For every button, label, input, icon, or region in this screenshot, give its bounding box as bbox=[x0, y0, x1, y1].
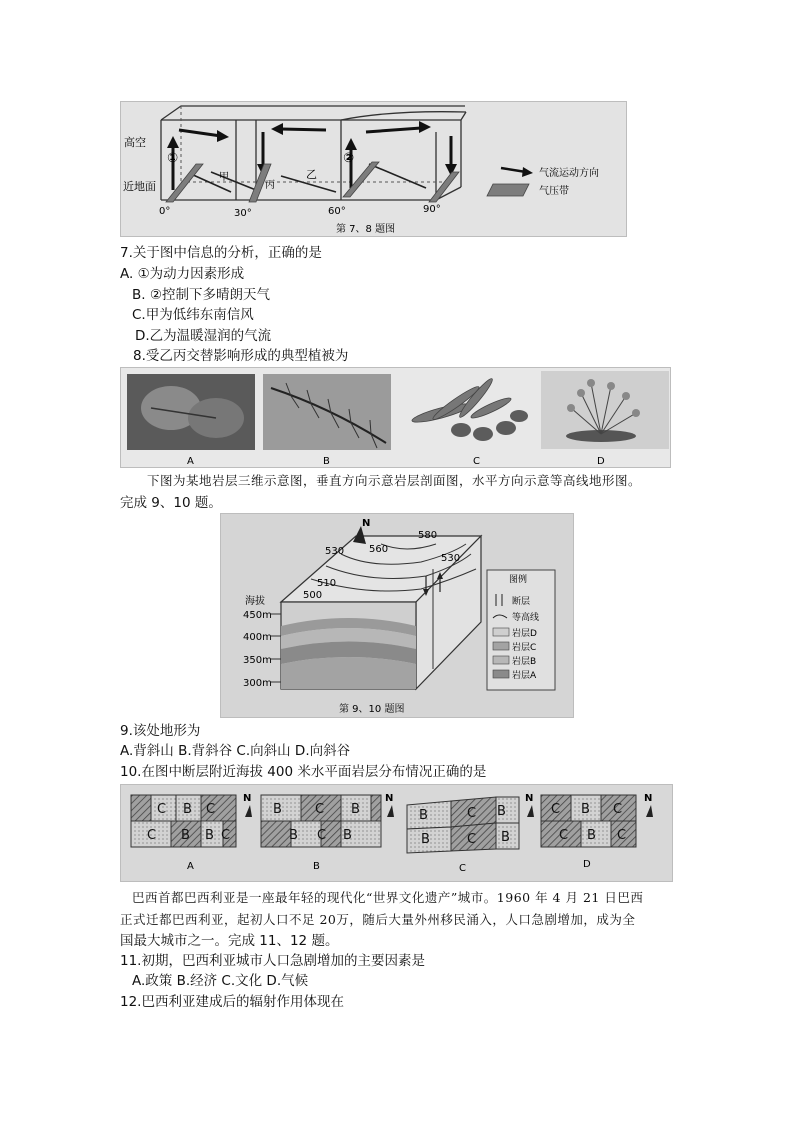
alt-350: 350m bbox=[243, 655, 272, 666]
alt-400: 400m bbox=[243, 632, 272, 643]
q10-label-c: C bbox=[459, 863, 466, 874]
svg-text:B: B bbox=[289, 828, 298, 843]
label-high-altitude: 高空 bbox=[124, 136, 146, 149]
north-label: N bbox=[362, 518, 371, 529]
svg-text:B: B bbox=[587, 828, 596, 843]
svg-text:B: B bbox=[181, 828, 190, 843]
lat-30: 30° bbox=[234, 208, 252, 219]
svg-text:B: B bbox=[501, 830, 510, 845]
q8-label-d: D bbox=[597, 456, 605, 467]
svg-text:B: B bbox=[421, 832, 430, 847]
svg-text:B: B bbox=[205, 828, 214, 843]
svg-text:B: B bbox=[419, 808, 428, 823]
rock-strata-svg bbox=[221, 514, 574, 718]
q8-label-c: C bbox=[473, 456, 480, 467]
legend-layer-b: 岩层B bbox=[512, 657, 537, 667]
svg-text:C: C bbox=[617, 828, 627, 843]
svg-text:B: B bbox=[343, 828, 352, 843]
mark-2: ② bbox=[343, 151, 355, 166]
label-bing: 丙 bbox=[265, 180, 275, 191]
legend-contour: 等高线 bbox=[512, 613, 540, 623]
q7-option-b: B. ②控制下多晴朗天气 bbox=[132, 287, 270, 303]
q8-label-a: A bbox=[187, 456, 194, 467]
q8-stem: 8.受乙丙交替影响形成的典型植被为 bbox=[133, 348, 349, 364]
svg-text:C: C bbox=[317, 828, 327, 843]
passage-1112-line2: 正式迁都巴西利亚，起初人口不足 20万，随后大量外州移民涌入，人口急剧增加，成为全 bbox=[120, 912, 636, 927]
q7-stem: 7.关于图中信息的分析，正确的是 bbox=[120, 245, 322, 261]
svg-text:C: C bbox=[221, 828, 231, 843]
svg-text:C: C bbox=[467, 806, 477, 821]
passage-1112-line1: 巴西首都巴西利亚是一座最年轻的现代化“世界文化遗产”城市。1960 年 4 月 21 日巴西 bbox=[132, 890, 644, 905]
legend-layer-a: 岩层A bbox=[512, 671, 537, 681]
passage-1112-line3: 国最大城市之一。完成 11、12 题。 bbox=[120, 933, 339, 949]
intro-910-line2: 完成 9、10 题。 bbox=[120, 495, 222, 511]
contour-510: 510 bbox=[317, 578, 337, 589]
svg-text:C: C bbox=[551, 802, 561, 817]
contour-530-left: 530 bbox=[325, 546, 345, 557]
q9-stem: 9.该处地形为 bbox=[120, 723, 201, 739]
legend-layer-c: 岩层C bbox=[512, 643, 537, 653]
legend-fault: 断层 bbox=[512, 597, 531, 607]
figure-78-caption: 第 7、8 题图 bbox=[336, 224, 396, 235]
q10-label-b: B bbox=[313, 861, 320, 872]
svg-text:C: C bbox=[315, 802, 325, 817]
svg-text:C: C bbox=[206, 802, 216, 817]
figure-atmospheric-circulation bbox=[120, 101, 627, 237]
circulation-diagram bbox=[121, 102, 627, 237]
figure-vegetation-photos bbox=[120, 367, 671, 468]
svg-text:B: B bbox=[273, 802, 282, 817]
lat-90: 90° bbox=[423, 204, 441, 215]
q10-north-b: N bbox=[385, 793, 394, 804]
svg-text:C: C bbox=[467, 832, 477, 847]
figure-rock-strata bbox=[220, 513, 574, 718]
alt-300: 300m bbox=[243, 678, 272, 689]
q7-option-c: C.甲为低纬东南信风 bbox=[132, 307, 254, 323]
label-yi: 乙 bbox=[306, 168, 317, 181]
svg-text:C: C bbox=[559, 828, 569, 843]
q8-label-b: B bbox=[323, 456, 330, 467]
contour-500: 500 bbox=[303, 590, 323, 601]
label-near-ground: 近地面 bbox=[123, 180, 156, 193]
svg-text:B: B bbox=[497, 804, 506, 819]
q10-north-d: N bbox=[644, 793, 653, 804]
q7-option-d: D.乙为温暖湿润的气流 bbox=[135, 328, 272, 344]
q10-stem: 10.在图中断层附近海拔 400 米水平面岩层分布情况正确的是 bbox=[120, 764, 487, 780]
svg-text:B: B bbox=[351, 802, 360, 817]
q10-label-d: D bbox=[583, 859, 591, 870]
lat-60: 60° bbox=[328, 206, 346, 217]
q11-options: A.政策 B.经济 C.文化 D.气候 bbox=[132, 973, 309, 989]
label-jia: 甲 bbox=[219, 172, 229, 183]
legend-layer-d: 岩层D bbox=[512, 629, 537, 639]
alt-450: 450m bbox=[243, 610, 272, 621]
q10-label-a: A bbox=[187, 861, 194, 872]
q10-north-a: N bbox=[243, 793, 252, 804]
svg-text:B: B bbox=[581, 802, 590, 817]
legend-pressure-belt: 气压带 bbox=[539, 186, 569, 197]
svg-text:C: C bbox=[613, 802, 623, 817]
contour-580: 580 bbox=[418, 530, 438, 541]
figure-910-caption: 第 9、10 题图 bbox=[339, 704, 405, 715]
contour-530-right: 530 bbox=[441, 553, 461, 564]
svg-text:B: B bbox=[183, 802, 192, 817]
lat-0: 0° bbox=[159, 206, 171, 217]
q7-option-a: A. ①为动力因素形成 bbox=[120, 266, 245, 282]
intro-910-line1: 下图为某地岩层三维示意图，垂直方向示意岩层剖面图，水平方向示意等高线地形图。 bbox=[147, 473, 642, 488]
legend-airflow: 气流运动方向 bbox=[539, 168, 599, 179]
svg-text:C: C bbox=[157, 802, 167, 817]
q11-stem: 11.初期，巴西利亚城市人口急剧增加的主要因素是 bbox=[120, 953, 425, 969]
mark-1: ① bbox=[167, 151, 179, 166]
strata-options-svg bbox=[121, 785, 673, 882]
q9-options: A.背斜山 B.背斜谷 C.向斜山 D.向斜谷 bbox=[120, 743, 351, 759]
legend-title: 图例 bbox=[509, 575, 528, 585]
q12-stem: 12.巴西利亚建成后的辐射作用体现在 bbox=[120, 994, 344, 1010]
figure-strata-options bbox=[120, 784, 673, 882]
altitude-label: 海拔 bbox=[245, 596, 265, 607]
vegetation-photos-svg bbox=[121, 368, 671, 468]
svg-text:C: C bbox=[147, 828, 157, 843]
contour-560: 560 bbox=[369, 544, 389, 555]
q10-north-c: N bbox=[525, 793, 534, 804]
